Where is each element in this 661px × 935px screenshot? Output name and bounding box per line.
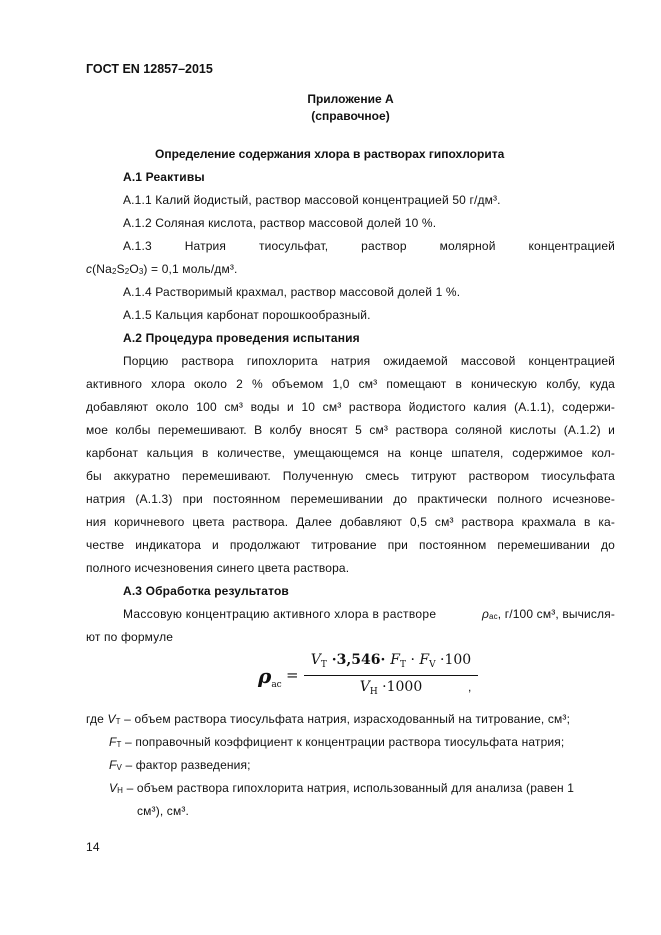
paragraph-line: бы аккуратно перемешивают. Полученную смесь титруют раствором тиосульфата [86,469,615,483]
legend-item: где $V_T$ – объем раствора тиосульфата натрия, израсходованный на титрование, см³; [86,712,571,726]
section-heading-a1: А.1 Реактивы [123,170,205,184]
result-formula [258,652,478,702]
fraction-bar [304,675,478,676]
section-heading-a2: А.2 Процедура проведения испытания [123,331,360,345]
item-a1-4: А.1.4 Растворимый крахмал, раствор массовой долей 1 %. [123,285,461,299]
item-a1-2: А.1.2 Соляная кислота, раствор массовой долей 10 %. [123,216,437,230]
legend-item-continuation: см³), см³. [137,804,189,818]
item-a1-5: А.1.5 Кальция карбонат порошкообразный. [123,308,371,322]
paragraph-line: мое колбы перемешивают. В колбу вносят 5 см³ раствора соляной кислоты (А.1.2) и [86,423,615,437]
formula-denominator: $V_H \cdot 1000$ [359,679,423,697]
legend-item: $F_V$ – фактор разведения; [109,758,251,772]
paragraph-line: Порцию раствора гипохлорита натрия ожидаемой массовой концентрацией [123,354,615,368]
page-number: 14 [86,840,100,854]
formula-lhs: $\rho_{ac}$ [258,664,282,690]
item-a1-1: А.1.1 Калий йодистый, раствор массовой концентрацией 50 г/дм³. [123,193,501,207]
item-a1-3-line1: А.1.3 Натрия тиосульфат, раствор молярной концентрацией [123,239,615,253]
legend-item: $F_T$ – поправочный коэффициент к концентрации раствора тиосульфата натрия; [109,735,565,749]
document-id: ГОСТ EN 12857–2015 [86,62,213,76]
legend-item: $V_H$ – объем раствора гипохлорита натрия, использованный для анализа (равен 1 [109,781,575,795]
paragraph-a3-line1: Массовую концентрацию активного хлора в растворе $\rho_{ac}$, г/100 см³, вычисля- [123,607,615,621]
annex-title: Приложение А [307,92,394,106]
section-heading-a3: А.3 Обработка результатов [123,584,289,598]
paragraph-line: карбонат кальция в количестве, умещающемся на конце шпателя, содержимое кол- [86,446,615,460]
formula-numerator: $V_T \cdot 3,546\cdot F_T \cdot F_V \cdot 100$ [310,652,472,670]
paragraph-line: добавляют около 100 см³ воды и 10 см³ раствора йодистого калия (А.1.1), содержи- [86,400,615,414]
formula-comma: , [468,680,472,694]
paragraph-a3-line2: ют по формуле [86,630,174,644]
main-title: Определение содержания хлора в растворах гипохлорита [155,147,505,161]
paragraph-line: натрия (А.1.3) при постоянном перемешивании до практически полного исчезнове- [86,492,615,506]
annex-subtitle: (справочное) [311,109,390,123]
paragraph-line: ния коричневого цвета раствора. Далее добавляют 0,5 см³ раствора крахмала в ка- [86,515,615,529]
concentration-symbol: c [86,262,93,276]
paragraph-line: активного хлора около 2 % объемом 1,0 см³ помещают в коническую колбу, куда [86,377,615,391]
paragraph-line: полного исчезновения синего цвета раствора. [86,561,350,575]
item-a1-3-line2: $c(Na_2S_2O_3) = 0,1$ моль/дм³. [86,262,238,276]
formula-equals: = [286,666,299,684]
paragraph-line: честве индикатора и продолжают титрование при постоянном перемешивании до [86,538,615,552]
